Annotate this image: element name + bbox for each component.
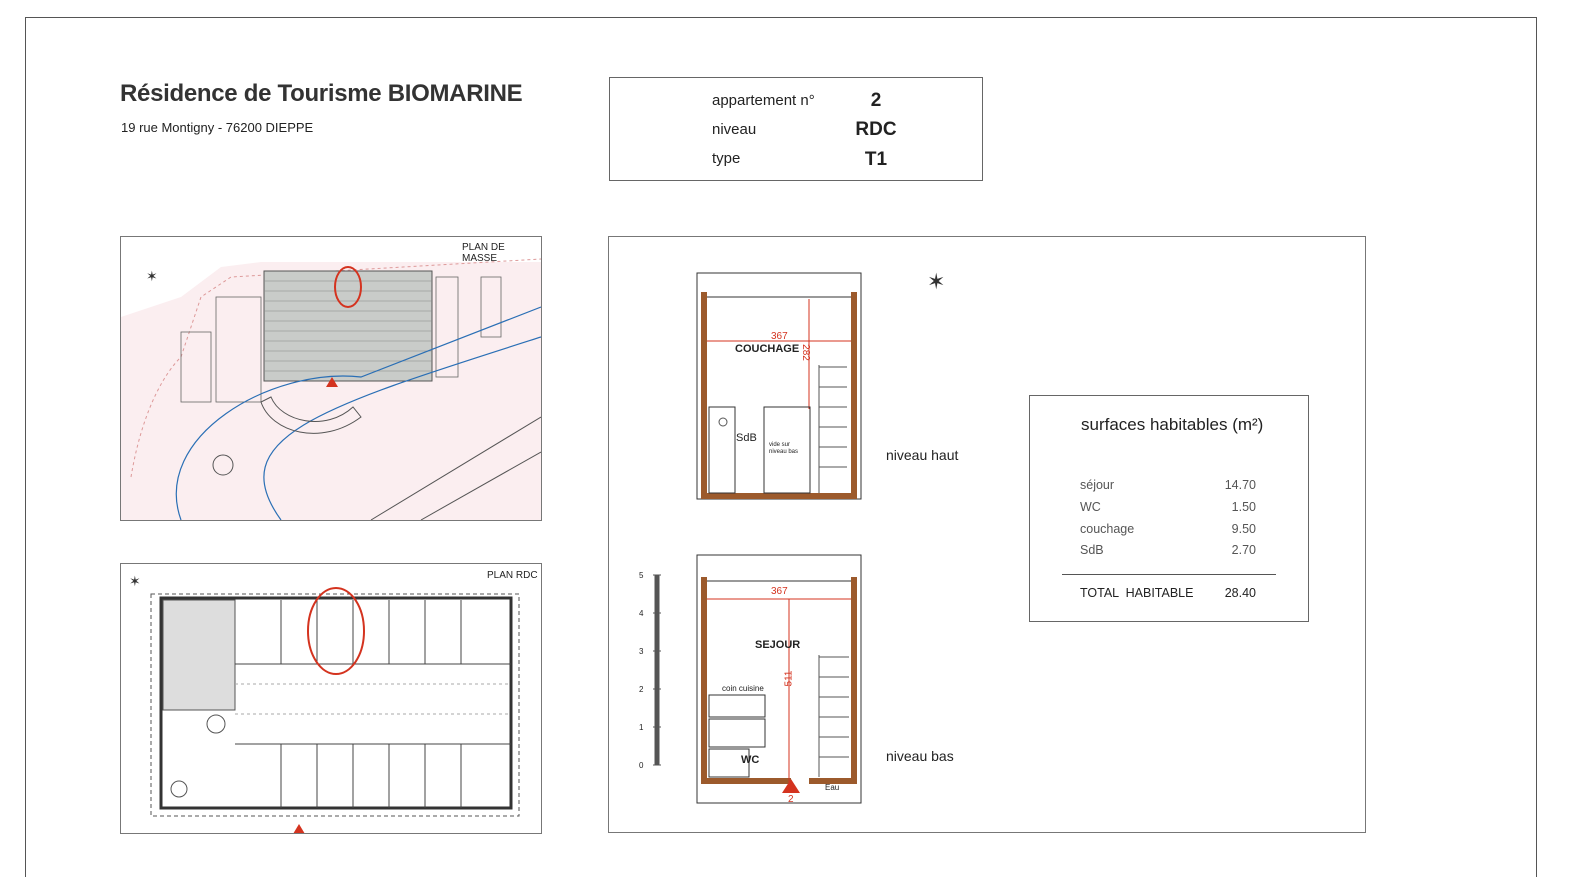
svg-text:✶: ✶ [927,269,946,294]
surface-row [1080,478,1256,492]
coin-cuisine-label: coin cuisine [722,684,764,693]
surfaces-title: surfaces habitables (m²) [1081,415,1264,434]
vide-label: vide sur niveau bas [769,442,799,455]
scale-tick-1: 1 [639,723,644,732]
couchage-label: COUCHAGE [735,343,800,355]
info-label-appartement: appartement n° [712,92,815,109]
wc-label: WC [741,754,760,766]
site-plan-drawing [121,237,541,520]
lower-width-dim: 367 [771,586,788,597]
svg-text:✶: ✶ [129,573,141,589]
total-value: 28.40 [1224,586,1256,600]
upper-width-dim: 367 [771,331,788,342]
svg-text:✶: ✶ [146,268,158,284]
surface-value: 9.50 [1231,522,1256,536]
upper-height-dim: 282 [799,344,811,361]
surface-value: 1.50 [1231,500,1256,514]
surface-label: SdB [1080,543,1104,557]
scale-tick-4: 4 [639,609,644,618]
scale-tick-0: 0 [639,761,644,770]
surfaces-table [1029,395,1309,622]
info-label-niveau: niveau [712,121,757,138]
upper-level-plan [697,269,945,499]
entrance-marker: 2 [788,794,794,805]
total-divider [1062,574,1276,575]
scale-tick-2: 2 [639,685,644,694]
info-value-type: T1 [864,149,888,170]
surface-value: 14.70 [1224,478,1256,492]
surface-value: 2.70 [1231,543,1256,557]
info-value-appartement: 2 [870,90,882,111]
surface-label: couchage [1080,522,1135,536]
scale-tick-5: 5 [639,571,644,580]
apartment-info-box [609,77,983,181]
address: 19 rue Montigny - 76200 DIEPPE [121,120,314,135]
surface-label: séjour [1080,478,1115,492]
scale-tick-3: 3 [639,647,644,656]
site-plan-panel [120,236,542,521]
page-title: Résidence de Tourisme BIOMARINE [120,80,523,107]
total-row [1080,586,1256,600]
surface-row [1080,522,1256,536]
site-plan-label: PLAN DE MASSE [462,242,505,264]
lower-height-dim: 511 [783,670,795,687]
surface-label: WC [1080,500,1101,514]
niveau-haut-label: niveau haut [886,447,959,463]
info-value-niveau: RDC [855,119,897,140]
info-label-type: type [712,150,741,167]
ground-floor-plan-drawing [121,564,541,833]
niveau-bas-label: niveau bas [886,748,954,764]
sejour-label: SEJOUR [755,639,801,651]
surface-row [1080,500,1256,514]
eau-label: Eau [825,783,840,792]
surface-row [1080,543,1256,557]
ground-floor-plan-panel [120,563,542,834]
ground-floor-plan-label: PLAN RDC [487,570,538,581]
scale-bar [653,575,661,765]
total-label: TOTAL HABITABLE [1080,586,1194,600]
sdb-label: SdB [736,432,757,444]
